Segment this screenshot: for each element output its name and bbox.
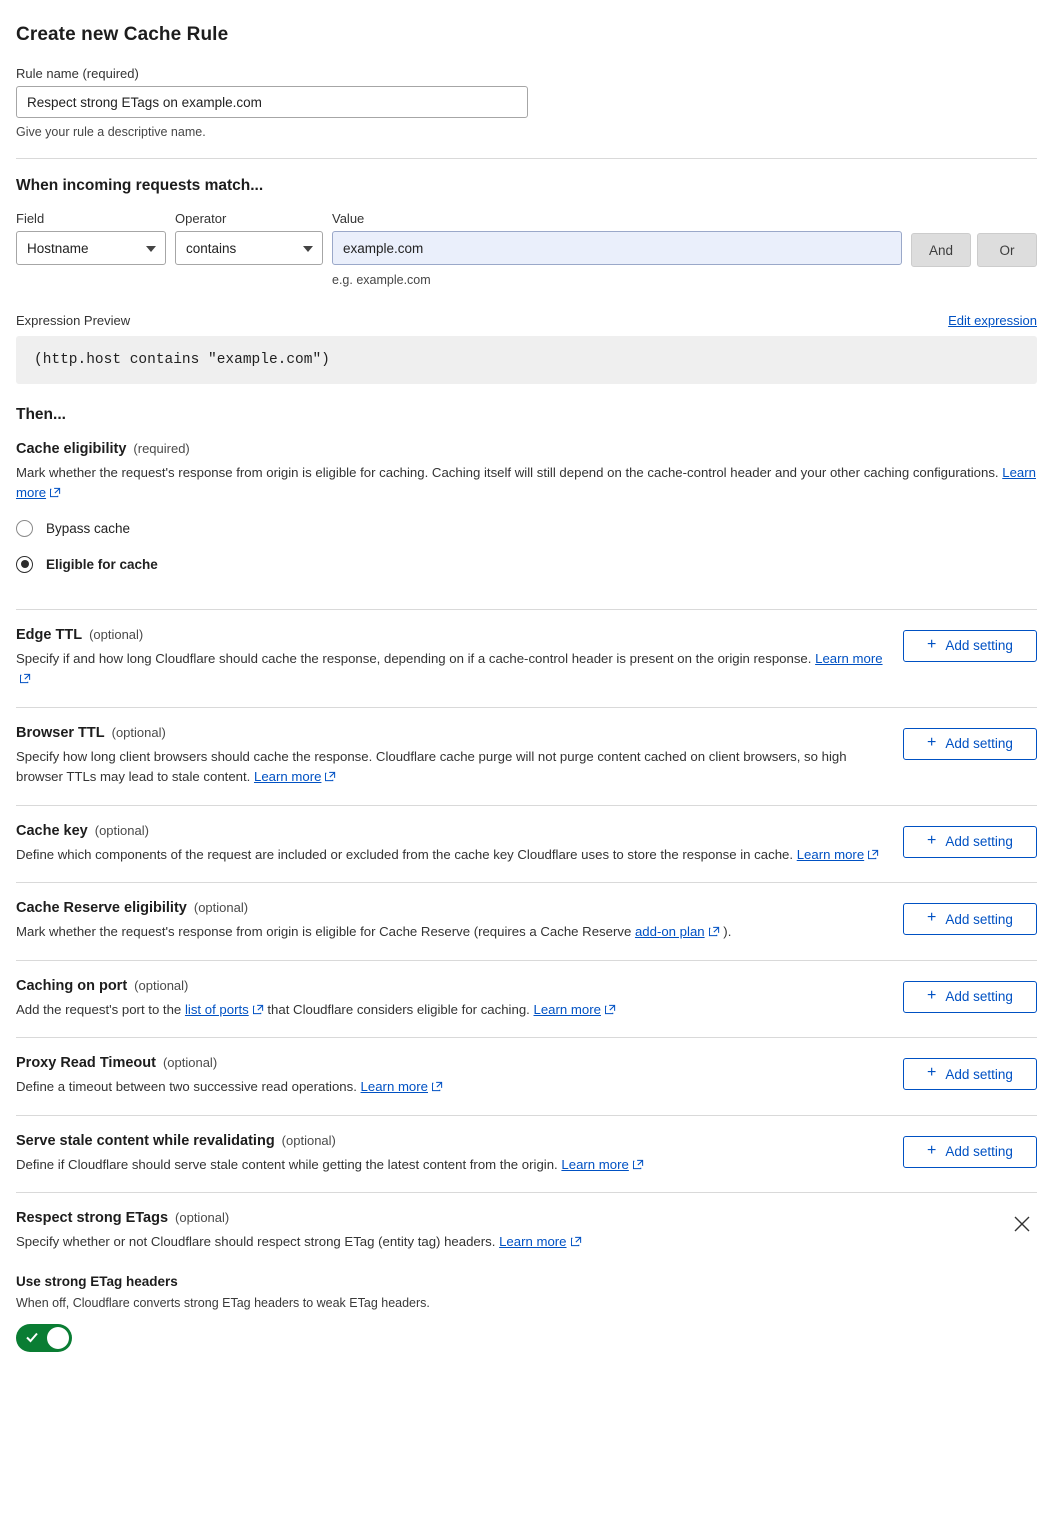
serve-stale-title-row — [16, 1133, 1037, 1149]
cache-reserve-description-text: Mark whether the request's response from origin is eligible for Cache Reserve (requires a Cache Reserve — [16, 924, 632, 940]
browser-ttl-title-row — [16, 725, 1037, 741]
external-link-icon — [633, 1159, 644, 1170]
close-icon[interactable] — [1011, 1213, 1033, 1235]
operator-select-value: contains — [186, 240, 237, 256]
cache-reserve-title-row — [16, 900, 1037, 916]
caching-on-port-block — [16, 961, 1037, 1038]
cache-key-title-row — [16, 823, 1037, 839]
plus-icon: + — [927, 635, 937, 653]
proxy-read-timeout-learn-more-link[interactable]: Learn more — [360, 1079, 428, 1095]
browser-ttl-description — [16, 747, 896, 788]
cache-reserve-description-suffix: ). — [723, 924, 732, 940]
chevron-down-icon — [303, 246, 313, 252]
page-title: Create new Cache Rule — [16, 24, 229, 45]
cache-eligibility-title-row — [16, 441, 1037, 457]
external-link-icon — [325, 771, 336, 782]
cache-reserve-add-setting-button[interactable] — [903, 903, 1037, 935]
value-column — [332, 211, 902, 287]
cache-key-add-setting-label: Add setting — [945, 834, 1013, 850]
cache-reserve-optional: (optional) — [193, 900, 249, 916]
expression-preview-box: (http.host contains "example.com") — [16, 336, 1037, 384]
edge-ttl-title: Edge TTL — [16, 626, 83, 643]
etags-description — [16, 1232, 896, 1252]
expression-preview-label: Expression Preview — [16, 313, 131, 328]
plus-icon: + — [927, 831, 937, 849]
caching-on-port-description-text: Add the request's port to the — [16, 1001, 182, 1017]
field-label: Field — [16, 211, 45, 226]
serve-stale-content-block — [16, 1116, 1037, 1193]
plus-icon: + — [927, 986, 937, 1004]
radio-selected-icon — [16, 556, 33, 573]
cache-eligibility-description-text: Mark whether the request's response from origin is eligible for caching. Caching itself will still depend on the cache-control header and your other caching configurations. — [16, 465, 999, 480]
then-heading: Then... — [16, 406, 66, 423]
edge-ttl-add-setting-button[interactable] — [903, 630, 1037, 662]
caching-on-port-learn-more-link[interactable]: Learn more — [533, 1001, 601, 1017]
match-section-heading: When incoming requests match... — [16, 177, 264, 194]
and-or-group — [911, 233, 1037, 267]
or-button[interactable]: Or — [977, 233, 1037, 267]
cache-eligibility-learn-more-link[interactable]: Learn more — [16, 465, 1036, 501]
toggle-knob — [47, 1327, 69, 1349]
proxy-read-timeout-add-setting-button[interactable] — [903, 1058, 1037, 1090]
etags-toggle-switch[interactable] — [16, 1324, 72, 1352]
cache-key-learn-more-link[interactable]: Learn more — [796, 846, 865, 862]
cache-reserve-description — [16, 922, 896, 942]
browser-ttl-optional: (optional) — [111, 724, 166, 740]
serve-stale-learn-more-link[interactable]: Learn more — [561, 1156, 629, 1172]
cache-key-title: Cache key — [16, 822, 88, 839]
expression-header — [16, 313, 1037, 328]
caching-on-port-title: Caching on port — [16, 977, 128, 994]
proxy-read-timeout-add-setting-label: Add setting — [945, 1066, 1013, 1082]
cache-key-optional: (optional) — [94, 822, 149, 838]
radio-bypass-cache[interactable] — [16, 520, 1037, 537]
etags-optional: (optional) — [175, 1209, 230, 1225]
edge-ttl-description-text: Specify if and how long Cloudflare should cache the response, depending on if a cache-control header is present on the origin response. — [16, 650, 812, 666]
external-link-icon — [50, 487, 61, 498]
browser-ttl-learn-more-link[interactable]: Learn more — [253, 769, 322, 785]
value-label: Value — [332, 211, 365, 226]
etags-title: Respect strong ETags — [16, 1209, 169, 1226]
cache-eligibility-radios — [16, 520, 1037, 573]
proxy-read-timeout-title: Proxy Read Timeout — [16, 1055, 156, 1072]
value-input[interactable] — [332, 231, 902, 265]
etags-learn-more-link[interactable]: Learn more — [499, 1233, 567, 1249]
cache-reserve-title: Cache Reserve eligibility — [16, 900, 187, 917]
match-row — [16, 211, 1037, 287]
caching-on-port-add-setting-label: Add setting — [945, 989, 1013, 1005]
plus-icon: + — [927, 733, 937, 751]
external-link-icon — [571, 1236, 582, 1247]
check-icon — [25, 1330, 39, 1344]
edge-ttl-block — [16, 610, 1037, 708]
browser-ttl-add-setting-label: Add setting — [945, 736, 1013, 752]
caching-on-port-optional: (optional) — [134, 977, 189, 993]
browser-ttl-block — [16, 708, 1037, 806]
proxy-read-timeout-description — [16, 1077, 896, 1097]
serve-stale-description-text: Define if Cloudflare should serve stale content while getting the latest content from the origin. — [16, 1156, 558, 1172]
etags-title-row — [16, 1210, 1037, 1226]
value-hint: e.g. example.com — [332, 273, 431, 287]
cache-eligibility-description — [16, 463, 1036, 504]
radio-bypass-cache-label: Bypass cache — [46, 520, 131, 536]
external-link-icon — [432, 1081, 443, 1092]
external-link-icon — [20, 673, 31, 684]
operator-select[interactable] — [175, 231, 323, 265]
browser-ttl-description-text: Specify how long client browsers should cache the response. Cloudflare cache purge will not purge content cached on client browsers, so high browser TTLs may lead to stale content. — [16, 748, 847, 785]
divider — [16, 158, 1037, 159]
radio-eligible-for-cache-label: Eligible for cache — [46, 556, 158, 572]
respect-strong-etags-block — [16, 1193, 1037, 1369]
serve-stale-optional: (optional) — [281, 1132, 336, 1148]
caching-on-port-description-mid: that Cloudflare considers eligible for caching. — [267, 1001, 530, 1017]
proxy-read-timeout-description-text: Define a timeout between two successive read operations. — [16, 1079, 357, 1095]
cache-key-block — [16, 806, 1037, 883]
field-column — [16, 211, 166, 265]
cache-key-description — [16, 845, 896, 865]
cache-reserve-add-setting-label: Add setting — [945, 911, 1013, 927]
browser-ttl-add-setting-button[interactable] — [903, 728, 1037, 760]
edge-ttl-learn-more-link[interactable]: Learn more — [815, 650, 883, 666]
caching-on-port-description — [16, 1000, 896, 1020]
proxy-read-timeout-title-row — [16, 1055, 1037, 1071]
bottom-spacer — [16, 1369, 1037, 1389]
serve-stale-title: Serve stale content while revalidating — [16, 1132, 275, 1149]
rule-name-helper: Give your rule a descriptive name. — [16, 125, 206, 139]
list-of-ports-link[interactable]: list of ports — [184, 1001, 249, 1017]
serve-stale-add-setting-label: Add setting — [945, 1144, 1013, 1160]
serve-stale-add-setting-button[interactable] — [903, 1136, 1037, 1168]
external-link-icon — [709, 926, 720, 937]
caching-on-port-title-row — [16, 978, 1037, 994]
proxy-read-timeout-optional: (optional) — [162, 1055, 218, 1071]
plus-icon: + — [927, 1064, 937, 1082]
browser-ttl-title: Browser TTL — [16, 724, 105, 741]
etags-toggle-label: Use strong ETag headers — [16, 1274, 178, 1290]
edit-expression-link[interactable]: Edit expression — [948, 313, 1037, 328]
rule-name-group — [16, 66, 1037, 139]
external-link-icon — [253, 1004, 264, 1015]
radio-icon — [16, 520, 33, 537]
rule-name-input[interactable] — [16, 86, 528, 118]
external-link-icon — [605, 1004, 616, 1015]
external-link-icon — [868, 849, 879, 860]
plus-icon: + — [927, 909, 937, 927]
plus-icon: + — [927, 1141, 937, 1159]
chevron-down-icon — [146, 246, 156, 252]
and-button[interactable]: And — [911, 233, 971, 267]
radio-eligible-for-cache[interactable] — [16, 556, 1037, 573]
edge-ttl-description — [16, 649, 896, 690]
cache-key-description-text: Define which components of the request are included or excluded from the cache key Cloudflare uses to store the response in cache. — [16, 846, 794, 862]
rule-name-label: Rule name (required) — [16, 66, 139, 81]
edge-ttl-optional: (optional) — [89, 626, 144, 642]
cache-eligibility-block — [16, 424, 1037, 610]
field-select-value: Hostname — [27, 240, 89, 256]
caching-on-port-add-setting-button[interactable] — [903, 981, 1037, 1013]
edge-ttl-title-row — [16, 627, 1037, 643]
operator-column — [175, 211, 323, 265]
etags-description-text: Specify whether or not Cloudflare should respect strong ETag (entity tag) headers. — [16, 1233, 496, 1249]
field-select[interactable] — [16, 231, 166, 265]
cache-reserve-add-on-plan-link[interactable]: add-on plan — [634, 924, 705, 940]
cache-eligibility-required: (required) — [133, 441, 190, 456]
proxy-read-timeout-block — [16, 1038, 1037, 1115]
cache-eligibility-title: Cache eligibility — [16, 441, 127, 457]
etags-toggle-description: When off, Cloudflare converts strong ETag headers to weak ETag headers. — [16, 1296, 430, 1311]
serve-stale-description — [16, 1155, 896, 1175]
operator-label: Operator — [175, 211, 227, 226]
cache-key-add-setting-button[interactable] — [903, 826, 1037, 858]
edge-ttl-add-setting-label: Add setting — [945, 638, 1013, 654]
cache-reserve-eligibility-block — [16, 883, 1037, 960]
